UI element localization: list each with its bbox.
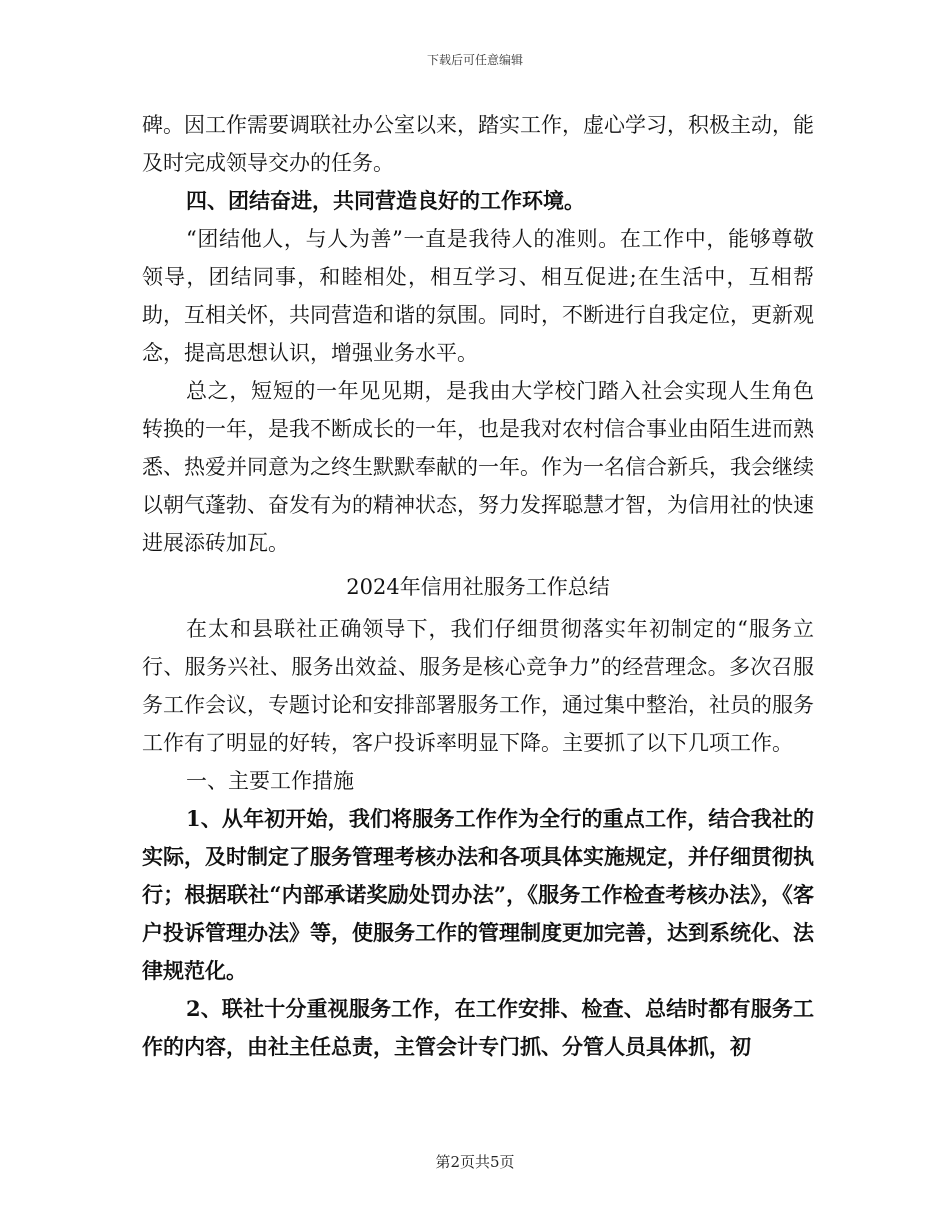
paragraph-continuation: 碑。因工作需要调联社办公室以来，踏实工作，虚心学习，积极主动，能及时完成领导交办的任务。 [142,113,814,175]
document-body [142,106,814,1066]
document-title: 2024年信用社服务工作总结 [346,575,610,599]
paragraph-measure-two: 2、联社十分重视服务工作，在工作安排、检查、总结时都有服务工作的内容，由社主任总责，主管会计专门抓、分管人员具体抓，初 [142,996,814,1059]
heading-main-measures: 一、主要工作措施 [186,769,354,793]
paragraph-intro: 在太和县联社正确领导下，我们仔细贯彻落实年初制定的“服务立行、服务兴社、服务出效益、服务是核心竞争力”的经营理念。多次召服务工作会议，专题讨论和安排部署服务工作，通过集中整治，社员的服务工作有了明显的好转，客户投诉率明显下降。主要抓了以下几项工作。 [142,617,814,755]
heading-section-four: 四、团结奋进，共同营造良好的工作环境。 [186,188,585,213]
paragraph-measure-one: 1、从年初开始，我们将服务工作作为全行的重点工作，结合我社的实际，及时制定了服务管理考核办法和各项具体实施规定，并仔细贯彻执行；根据联社“内部承诺奖励处罚办法”，《服务工作检查考核办法》，《客户投诉管理办法》等，使服务工作的管理制度更加完善，达到系统化、法律规范化。 [142,806,814,983]
paragraph-summary: 总之，短短的一年见见期，是我由大学校门踏入社会实现人生角色转换的一年，是我不断成长的一年，也是我对农村信合事业由陌生进而熟悉、热爱并同意为之终生默默奉献的一年。作为一名信合新兵，我会继续以朝气蓬勃、奋发有为的精神状态，努力发挥聪慧才智，为信用社的快速进展添砖加瓦。 [142,379,814,555]
paragraph-unity: “团结他人，与人为善”一直是我待人的准则。在工作中，能够尊敬领导，团结同事，和睦相处，相互学习、相互促进;在生活中，互相帮助，互相关怀，共同营造和谐的氛围。同时，不断进行自我定位，更新观念，提高思想认识，增强业务水平。 [142,227,814,365]
page-header: 下载后可任意编辑 [426,53,523,67]
page-footer: 第2页共5页 [435,1153,515,1171]
